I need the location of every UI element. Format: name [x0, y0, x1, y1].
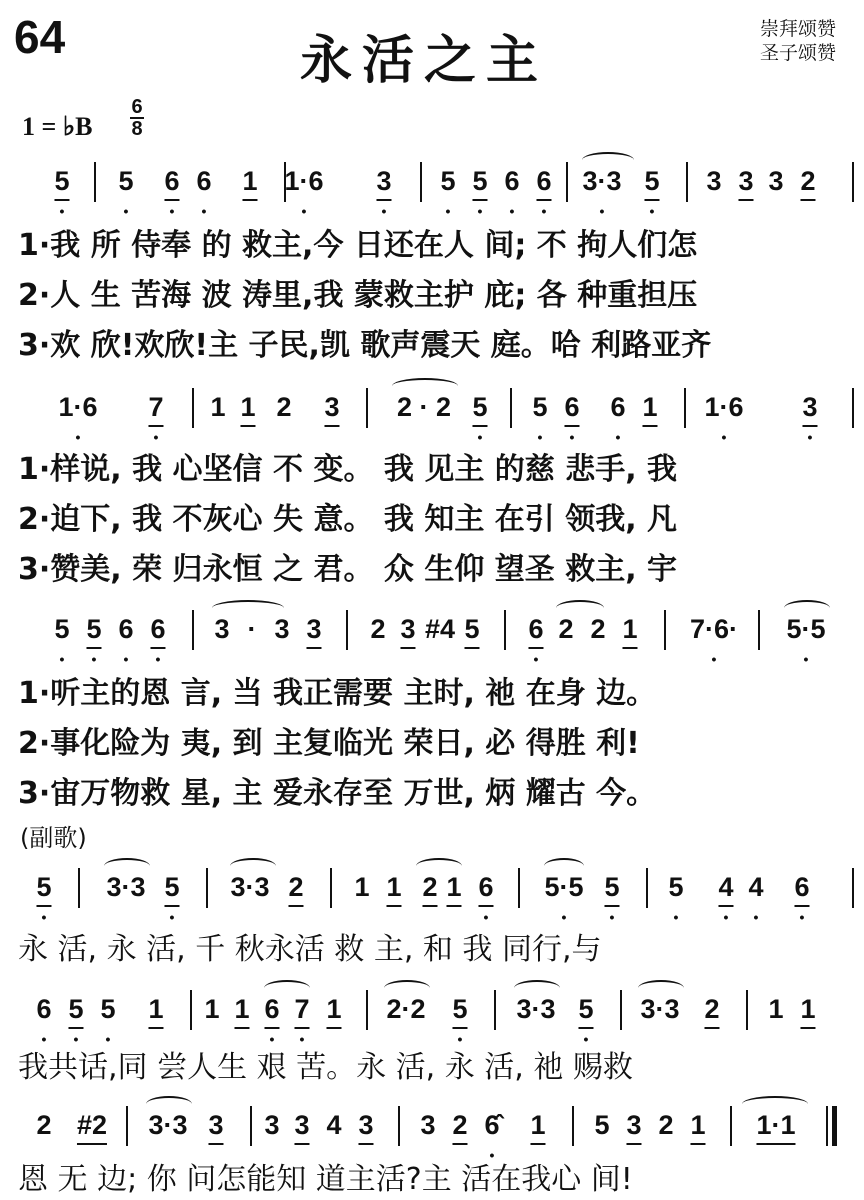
time-signature-bottom: 8	[131, 118, 143, 140]
verse-1-line-2: 1·样说, 我 心坚信 不 变。 我 见主 的慈 悲手, 我	[18, 452, 678, 487]
category-label: 崇拜颂赞	[760, 18, 837, 40]
notation-chorus-1: • 5 3·3 • 5 3·3 2 1 1 2 1 • 6 • 5·5 • 5 • 5 • 4 • 4 • 6	[0, 872, 864, 932]
verse-1-line-3: 1·听主的恩 言, 当 我正需要 主时, 祂 在身 边。	[18, 676, 657, 711]
key-signature: 1 = ♭B	[22, 112, 93, 141]
verse-1-line-1: 1·我 所 侍奉 的 救主,今 日还在人 间; 不 拘人们怎	[18, 228, 698, 263]
notation-chorus-2: • 6 • 5 • 5 1 1 1 • 6 • 7 1 2·2 • 5 3·3 • 5 3·3 2 1 1	[0, 994, 864, 1054]
chorus-line-2: 我共话,同 尝人生 艰 苦。永 活, 永 活, 祂 赐救	[18, 1050, 633, 1085]
notation-system-2: • 1·6 • 7 1 1 2 3 2 · 2 • 5 • 5 • 6 • 6 1 • 1·6 • 3	[0, 392, 864, 452]
chorus-line-1: 永 活, 永 活, 千 秋永活 救 主, 和 我 同行,与	[18, 932, 602, 967]
verse-3-line-3: 3·宙万物救 星, 主 爱永存至 万世, 炳 耀古 今。	[18, 776, 657, 811]
verse-2-line-3: 2·事化险为 夷, 到 主复临光 荣日, 必 得胜 利!	[18, 726, 640, 761]
chorus-label: (副歌)	[20, 824, 87, 852]
notation-system-3: • 5 • 5 • 6 • 6 3 · 3 3 2 3 #4 5 • 6 2 2 1 • 7·6· • 5·5	[0, 614, 864, 674]
verse-2-line-2: 2·迫下, 我 不灰心 失 意。 我 知主 在引 领我, 凡	[18, 502, 678, 537]
time-signature	[130, 98, 144, 138]
verse-2-line-1: 2·人 生 苦海 波 涛里,我 蒙救主护 庇; 各 种重担压	[18, 278, 698, 313]
verse-3-line-2: 3·赞美, 荣 归永恒 之 君。 众 生仰 望圣 救主, 宇	[18, 552, 678, 587]
notation-chorus-3: 2 #2 3·3 3 3 3 4 3 3 2 • 6̂ 1 5 3 2 1 1·1	[0, 1110, 864, 1170]
notation-system-1: • 5 • 5 • 6 • 6 1 • 1·6 • 3 • 5 • 5 • 6 • 6 • 3·3 • 5 3 3 3 2	[0, 166, 864, 226]
chorus-line-3: 恩 无 边; 你 问怎能知 道主活?主 活在我心 间!	[18, 1162, 633, 1197]
hymn-number: 64	[14, 11, 66, 63]
hymn-title: 永活之主	[300, 31, 549, 91]
verse-3-line-1: 3·欢 欣!欢欣!主 子民,凯 歌声震天 庭。哈 利路亚齐	[18, 328, 712, 363]
time-signature-top: 6	[131, 96, 143, 118]
subcategory-label: 圣子颂赞	[760, 42, 837, 64]
